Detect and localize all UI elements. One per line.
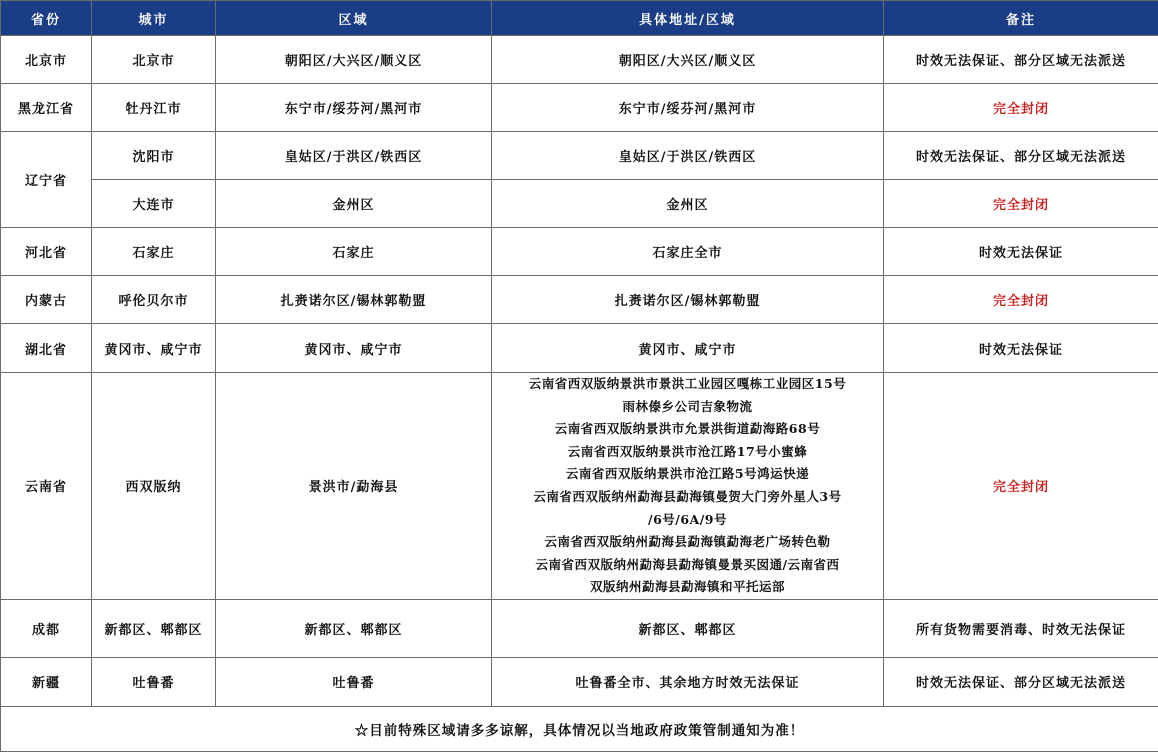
cell-area: 金州区 <box>216 180 492 228</box>
cell-province: 辽宁省 <box>1 132 92 228</box>
cell-detail: 新都区、郫都区 <box>492 599 884 657</box>
header-city: 城市 <box>92 1 216 36</box>
cell-province: 内蒙古 <box>1 276 92 324</box>
address-line: 雨林傣乡公司吉象物流 <box>496 396 879 419</box>
cell-area: 皇姑区/于洪区/铁西区 <box>216 132 492 180</box>
cell-area: 景洪市/勐海县 <box>216 373 492 600</box>
address-line: 云南省西双版纳州勐海县勐海镇曼贺大门旁外星人3号 <box>496 486 879 509</box>
address-line: 双版纳州勐海县勐海镇和平托运部 <box>496 576 879 599</box>
cell-province: 湖北省 <box>1 324 92 373</box>
table-row <box>1 228 1158 276</box>
cell-detail-address-list <box>492 373 884 600</box>
footer-row <box>1 706 1158 751</box>
cell-city: 北京市 <box>92 36 216 84</box>
cell-province: 云南省 <box>1 373 92 600</box>
table-row <box>1 599 1158 657</box>
cell-note-alert: 完全封闭 <box>884 373 1158 600</box>
address-line: 云南省西双版纳景洪市景洪工业园区嘎栋工业园区15号 <box>496 373 879 396</box>
address-line: 云南省西双版纳景洪市沧江路17号小蜜蜂 <box>496 441 879 464</box>
header-province: 省份 <box>1 1 92 36</box>
table-row <box>1 373 1158 600</box>
cell-area: 石家庄 <box>216 228 492 276</box>
cell-note: 时效无法保证、部分区域无法派送 <box>884 657 1158 706</box>
header-detail: 具体地址/区域 <box>492 1 884 36</box>
address-line: 云南省西双版纳景洪市允景洪街道勐海路68号 <box>496 418 879 441</box>
cell-city: 沈阳市 <box>92 132 216 180</box>
cell-detail: 皇姑区/于洪区/铁西区 <box>492 132 884 180</box>
cell-note: 时效无法保证、部分区域无法派送 <box>884 36 1158 84</box>
cell-detail: 扎赉诺尔区/锡林郭勒盟 <box>492 276 884 324</box>
cell-city: 石家庄 <box>92 228 216 276</box>
table-row <box>1 36 1158 84</box>
cell-note: 所有货物需要消毒、时效无法保证 <box>884 599 1158 657</box>
cell-city: 西双版纳 <box>92 373 216 600</box>
cell-area: 东宁市/绥芬河/黑河市 <box>216 84 492 132</box>
cell-detail: 朝阳区/大兴区/顺义区 <box>492 36 884 84</box>
cell-note-alert: 完全封闭 <box>884 84 1158 132</box>
cell-area: 新都区、郫都区 <box>216 599 492 657</box>
cell-detail: 东宁市/绥芬河/黑河市 <box>492 84 884 132</box>
cell-province: 成都 <box>1 599 92 657</box>
cell-area: 吐鲁番 <box>216 657 492 706</box>
cell-city: 大连市 <box>92 180 216 228</box>
cell-province: 黑龙江省 <box>1 84 92 132</box>
table-row <box>1 276 1158 324</box>
cell-detail: 石家庄全市 <box>492 228 884 276</box>
cell-province: 河北省 <box>1 228 92 276</box>
table-row <box>1 324 1158 373</box>
cell-note: 时效无法保证 <box>884 324 1158 373</box>
cell-note: 时效无法保证 <box>884 228 1158 276</box>
table-row <box>1 84 1158 132</box>
header-area: 区域 <box>216 1 492 36</box>
header-note: 备注 <box>884 1 1158 36</box>
cell-city: 新都区、郫都区 <box>92 599 216 657</box>
address-line: 云南省西双版纳景洪市沧江路5号鸿运快递 <box>496 463 879 486</box>
cell-note: 时效无法保证、部分区域无法派送 <box>884 132 1158 180</box>
header-row <box>1 1 1158 36</box>
address-line: 云南省西双版纳州勐海县勐海镇曼景买囡通/云南省西 <box>496 554 879 577</box>
cell-city: 呼伦贝尔市 <box>92 276 216 324</box>
cell-area: 扎赉诺尔区/锡林郭勒盟 <box>216 276 492 324</box>
cell-city: 吐鲁番 <box>92 657 216 706</box>
cell-area: 黄冈市、咸宁市 <box>216 324 492 373</box>
footer-notice: ☆目前特殊区域请多多谅解，具体情况以当地政府政策管制通知为准！ <box>1 706 1158 751</box>
table-row <box>1 132 1158 180</box>
cell-city: 牡丹江市 <box>92 84 216 132</box>
table-row <box>1 180 1158 228</box>
cell-province: 新疆 <box>1 657 92 706</box>
cell-city: 黄冈市、咸宁市 <box>92 324 216 373</box>
cell-note-alert: 完全封闭 <box>884 180 1158 228</box>
cell-detail: 金州区 <box>492 180 884 228</box>
cell-note-alert: 完全封闭 <box>884 276 1158 324</box>
address-line: 云南省西双版纳州勐海县勐海镇勐海老广场转色勒 <box>496 531 879 554</box>
cell-province: 北京市 <box>1 36 92 84</box>
cell-detail: 吐鲁番全市、其余地方时效无法保证 <box>492 657 884 706</box>
address-line: /6号/6A/9号 <box>496 509 879 532</box>
cell-area: 朝阳区/大兴区/顺义区 <box>216 36 492 84</box>
table-row <box>1 657 1158 706</box>
cell-detail: 黄冈市、咸宁市 <box>492 324 884 373</box>
